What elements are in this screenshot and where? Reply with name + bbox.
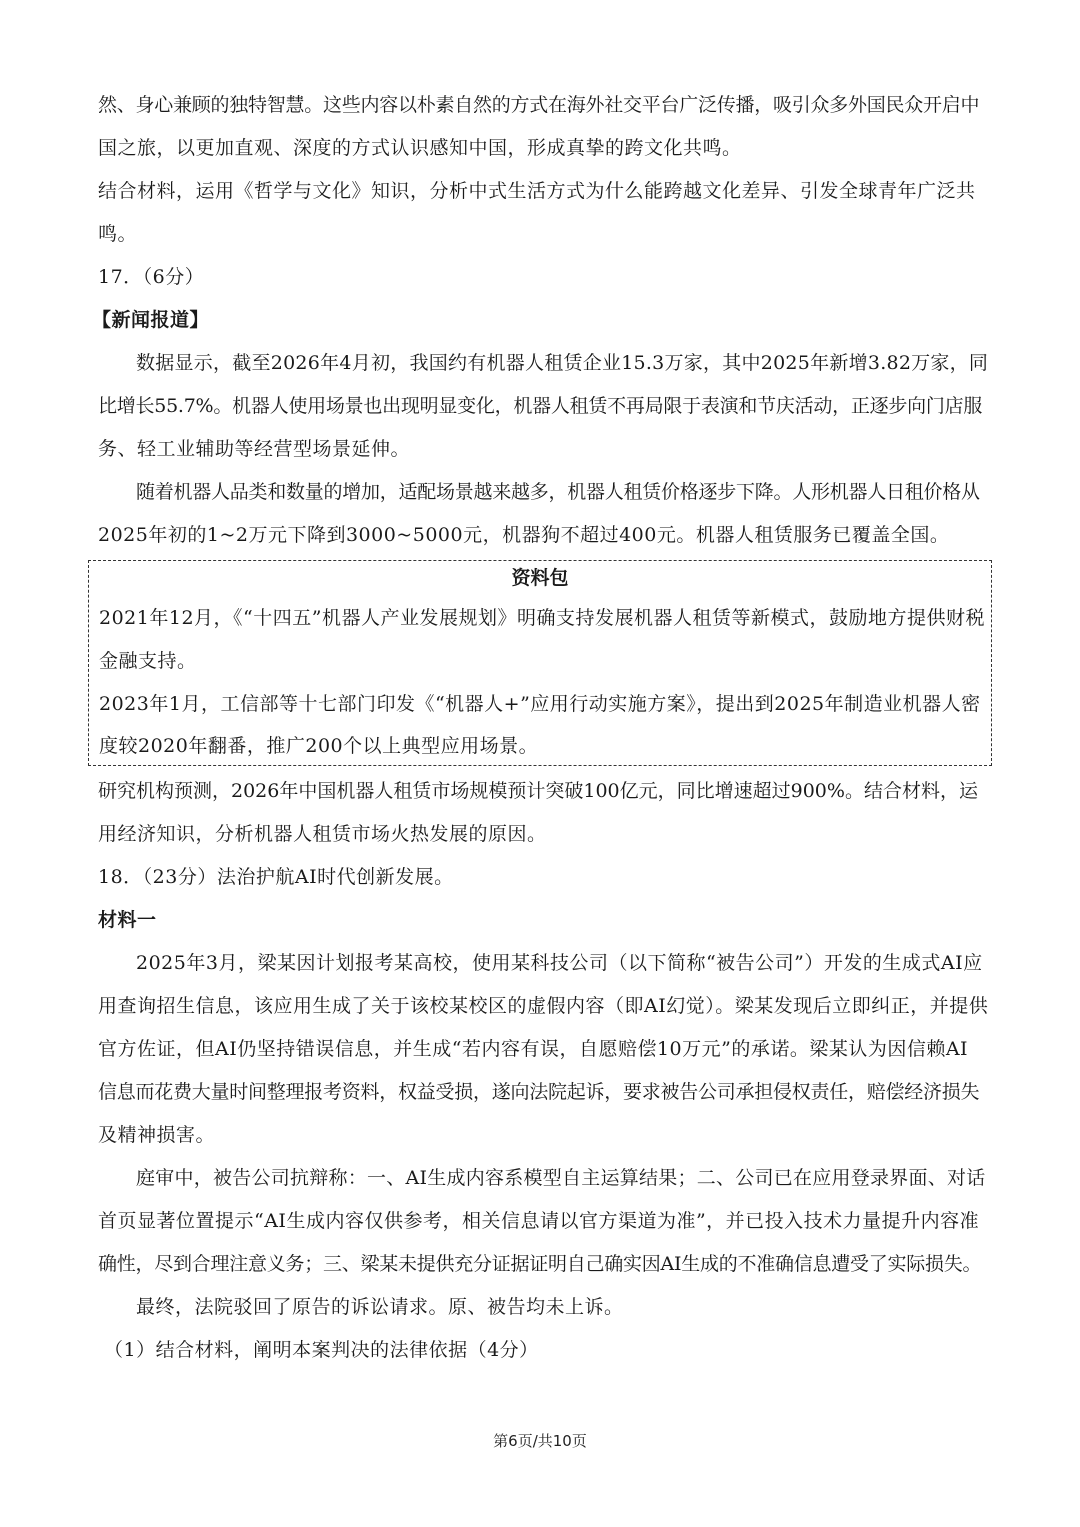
q16-question-line-1: 结合材料，运用《哲学与文化》知识，分析中式生活方式为什么能跨越文化差异、引发全球青年广泛共 bbox=[98, 180, 976, 202]
q18-p3-line-1: 最终，法院驳回了原告的诉讼请求。原、被告均未上诉。 bbox=[136, 1296, 624, 1318]
q18-p2-line-2: 首页显著位置提示“AI生成内容仅供参考，相关信息请以官方渠道为准”，并已投入技术力量提升内容准 bbox=[98, 1210, 980, 1232]
q18-number: 18．（23分）法治护航AI时代创新发展。 bbox=[98, 866, 454, 888]
q18-sub-question-1: （1）结合材料，阐明本案判决的法律依据（4分） bbox=[104, 1339, 539, 1361]
q18-p2-line-1: 庭审中，被告公司抗辩称：一、AI生成内容系模型自主运算结果；二、公司已在应用登录界面、对话 bbox=[136, 1167, 986, 1189]
q18-p1-line-1: 2025年3月，梁某因计划报考某高校，使用某科技公司（以下简称“被告公司”）开发的生成式AI应 bbox=[136, 952, 983, 974]
q18-p1-line-5: 及精神损害。 bbox=[98, 1124, 216, 1146]
q16-question-line-2: 鸣。 bbox=[98, 223, 138, 245]
page-number: 第6页/共10页 bbox=[493, 1432, 587, 1450]
q18-p1-line-3: 官方佐证，但AI仍坚持错误信息，并生成“若内容有误，自愿赔偿10万元”的承诺。梁某认为因信赖AI bbox=[98, 1038, 969, 1060]
q17-number: 17．（6分） bbox=[98, 266, 205, 288]
resource-pack-box bbox=[88, 560, 992, 766]
q17-question-line-2: 用经济知识，分析机器人租赁市场火热发展的原因。 bbox=[98, 823, 547, 845]
resource-pack-title: 资料包 bbox=[511, 567, 569, 589]
intro-line-2: 国之旅，以更加直观、深度的方式认识感知中国，形成真挚的跨文化共鸣。 bbox=[98, 137, 742, 159]
q17-question-line-1: 研究机构预测，2026年中国机器人租赁市场规模预计突破100亿元，同比增速超过900%。结合材料，运 bbox=[98, 780, 978, 802]
resource-pack-line-2: 金融支持。 bbox=[99, 650, 197, 672]
q17-p1-line-2: 比增长55.7%。机器人使用场景也出现明显变化，机器人租赁不再局限于表演和节庆活动，正逐步向门店服 bbox=[98, 395, 983, 417]
resource-pack-line-3: 2023年1月，工信部等十七部门印发《“机器人+”应用行动实施方案》，提出到2025年制造业机器人密 bbox=[99, 693, 981, 715]
q18-heading: 材料一 bbox=[98, 909, 157, 931]
resource-pack-line-4: 度较2020年翻番，推广200个以上典型应用场景。 bbox=[99, 735, 539, 757]
resource-pack-line-1: 2021年12月，《“十四五”机器人产业发展规划》明确支持发展机器人租赁等新模式，鼓励地方提供财税 bbox=[99, 607, 985, 629]
q17-p2-line-2: 2025年初的1~2万元下降到3000~5000元，机器狗不超过400元。机器人租赁服务已覆盖全国。 bbox=[98, 524, 950, 546]
q17-heading: 【新闻报道】 bbox=[92, 309, 210, 331]
intro-line-1: 然、身心兼顾的独特智慧。这些内容以朴素自然的方式在海外社交平台广泛传播，吸引众多外国民众开启中 bbox=[98, 94, 980, 116]
q18-p2-line-3: 确性，尽到合理注意义务；三、梁某未提供充分证据证明自己确实因AI生成的不准确信息遭受了实际损失。 bbox=[98, 1253, 982, 1275]
q18-p1-line-2: 用查询招生信息，该应用生成了关于该校某校区的虚假内容（即AI幻觉）。梁某发现后立即纠正，并提供 bbox=[98, 995, 989, 1017]
q17-p1-line-3: 务、轻工业辅助等经营型场景延伸。 bbox=[98, 438, 411, 460]
q17-p1-line-1: 数据显示，截至2026年4月初，我国约有机器人租赁企业15.3万家，其中2025年新增3.82万家，同 bbox=[136, 352, 989, 374]
q18-p1-line-4: 信息而花费大量时间整理报考资料，权益受损，遂向法院起诉，要求被告公司承担侵权责任，赔偿经济损失 bbox=[98, 1081, 980, 1103]
q17-p2-line-1: 随着机器人品类和数量的增加，适配场景越来越多，机器人租赁价格逐步下降。人形机器人日租价格从 bbox=[136, 481, 980, 503]
